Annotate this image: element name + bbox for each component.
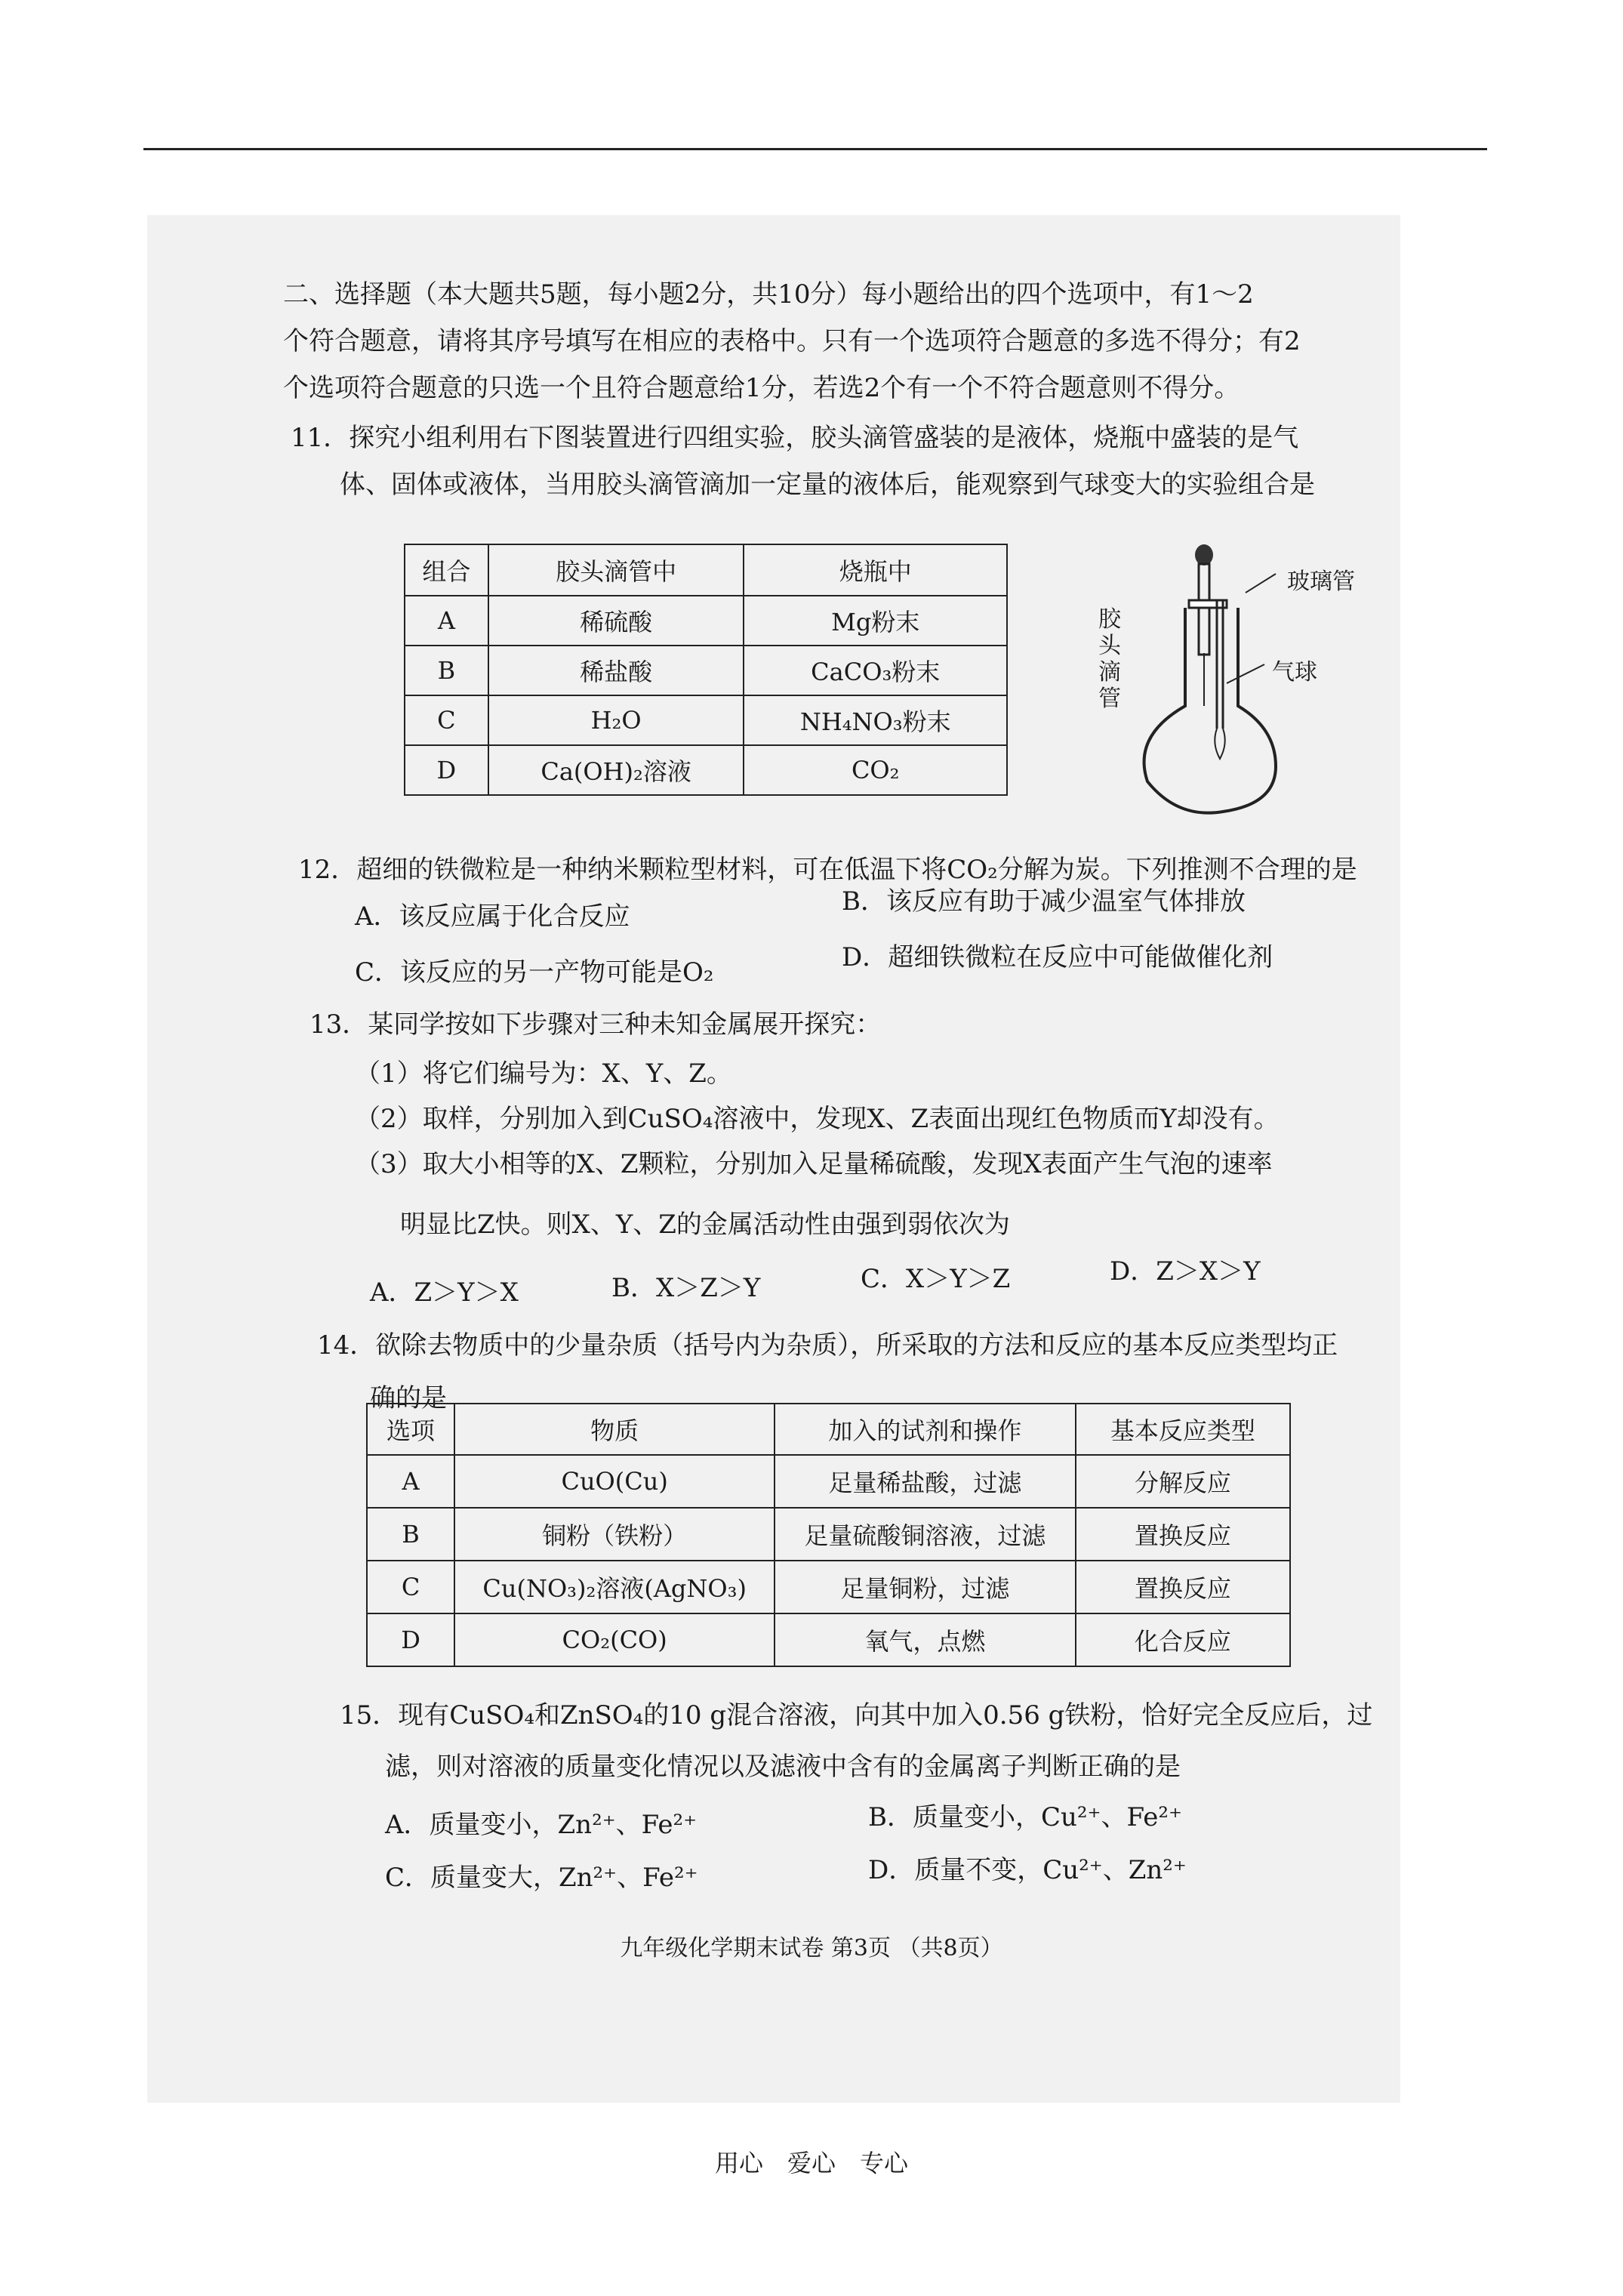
q14-table — [366, 1403, 1291, 1667]
table-row — [405, 596, 1007, 646]
q15-option-c: C．质量变大，Zn²⁺、Fe²⁺ — [385, 1863, 698, 1893]
q11-table — [404, 544, 1008, 796]
glass-tube-label: 玻璃管 — [1287, 569, 1355, 595]
q12-option-a: A．该反应属于化合反应 — [355, 901, 630, 932]
section-header-line-1: 二、选择题（本大题共5题，每小题2分，共10分）每小题给出的四个选项中，有1～2 — [283, 279, 1254, 310]
q15-option-d: D．质量不变，Cu²⁺、Zn²⁺ — [868, 1855, 1187, 1885]
q13-option-c: C．X＞Y＞Z — [861, 1264, 1011, 1294]
q13-option-b: B．X＞Z＞Y — [611, 1273, 761, 1303]
top-rule — [143, 148, 1487, 150]
q11-cell: Mg粉末 — [744, 596, 1007, 646]
q11-cell: C — [405, 695, 488, 745]
q15-stem-line-1: 15．现有CuSO₄和ZnSO₄的10 g混合溶液，向其中加入0.56 g铁粉，恰好完全反应后，过 — [340, 1700, 1373, 1730]
q14-header-type: 基本反应类型 — [1076, 1404, 1290, 1455]
q11-cell: NH₄NO₃粉末 — [744, 695, 1007, 745]
table-row — [405, 695, 1007, 745]
q11-cell: B — [405, 646, 488, 695]
balloon-label: 气球 — [1272, 659, 1317, 686]
q14-header-reagent: 加入的试剂和操作 — [775, 1404, 1075, 1455]
dropper-label-3: 滴 — [1098, 659, 1121, 686]
table-row — [367, 1561, 1290, 1613]
q14-cell: 足量硫酸铜溶液，过滤 — [775, 1508, 1075, 1561]
q14-stem-line-2: 确的是 — [370, 1383, 447, 1413]
q13-step-1: （1）将它们编号为：X、Y、Z。 — [355, 1059, 732, 1089]
q11-cell: CO₂ — [744, 745, 1007, 795]
q11-cell: H₂O — [488, 695, 744, 745]
q14-cell: B — [367, 1508, 454, 1561]
table-row — [367, 1455, 1290, 1508]
q11-cell: A — [405, 596, 488, 646]
q11-header-flask: 烧瓶中 — [744, 544, 1007, 596]
table-row — [367, 1508, 1290, 1561]
dropper-label-2: 头 — [1098, 633, 1121, 659]
q14-cell: 铜粉（铁粉） — [454, 1508, 775, 1561]
q14-header-option: 选项 — [367, 1404, 454, 1455]
q14-cell: 氧气，点燃 — [775, 1613, 1075, 1666]
q11-header-dropper: 胶头滴管中 — [488, 544, 744, 596]
q13-step-3a: （3）取大小相等的X、Z颗粒，分别加入足量稀硫酸，发现X表面产生气泡的速率 — [355, 1149, 1273, 1179]
q14-cell: CuO(Cu) — [454, 1455, 775, 1508]
q14-stem-line-1: 14．欲除去物质中的少量杂质（括号内为杂质），所采取的方法和反应的基本反应类型均正 — [317, 1330, 1338, 1361]
q14-cell: A — [367, 1455, 454, 1508]
q15-option-b: B．质量变小，Cu²⁺、Fe²⁺ — [868, 1802, 1182, 1832]
q11-cell: D — [405, 745, 488, 795]
q14-cell: 分解反应 — [1076, 1455, 1290, 1508]
q14-cell: D — [367, 1613, 454, 1666]
table-row — [405, 745, 1007, 795]
q12-stem: 12．超细的铁微粒是一种纳米颗粒型材料，可在低温下将CO₂分解为炭。下列推测不合理的是 — [298, 855, 1357, 885]
table-row — [405, 646, 1007, 695]
q14-cell: 置换反应 — [1076, 1561, 1290, 1613]
q14-cell: 足量铜粉，过滤 — [775, 1561, 1075, 1613]
q14-cell: 化合反应 — [1076, 1613, 1290, 1666]
q11-cell: CaCO₃粉末 — [744, 646, 1007, 695]
page-footer: 九年级化学期末试卷 第3页 （共8页） — [620, 1935, 1003, 1962]
q14-cell: 置换反应 — [1076, 1508, 1290, 1561]
q14-cell: C — [367, 1561, 454, 1613]
q11-stem-line-2: 体、固体或液体，当用胶头滴管滴加一定量的液体后，能观察到气球变大的实验组合是 — [340, 470, 1315, 500]
q15-stem-line-2: 滤，则对溶液的质量变化情况以及滤液中含有的金属离子判断正确的是 — [385, 1752, 1181, 1782]
q13-step-3b: 明显比Z快。则X、Y、Z的金属活动性由强到弱依次为 — [400, 1210, 1010, 1240]
q11-cell: 稀盐酸 — [488, 646, 744, 695]
section-header-line-3: 个选项符合题意的只选一个且符合题意给1分，若选2个有一个不符合题意则不得分。 — [283, 373, 1240, 403]
q12-option-d: D．超细铁微粒在反应中可能做催化剂 — [842, 942, 1273, 972]
section-header-line-2: 个符合题意，请将其序号填写在相应的表格中。只有一个选项符合题意的多选不得分；有2 — [283, 326, 1301, 356]
q11-header-group: 组合 — [405, 544, 488, 596]
q14-cell: Cu(NO₃)₂溶液(AgNO₃) — [454, 1561, 775, 1613]
q14-header-substance: 物质 — [454, 1404, 775, 1455]
dropper-label-1: 胶 — [1098, 606, 1121, 633]
q11-cell: Ca(OH)₂溶液 — [488, 745, 744, 795]
q12-option-b: B．该反应有助于减少温室气体排放 — [842, 886, 1246, 917]
table-row — [367, 1613, 1290, 1666]
dropper-label-4: 管 — [1098, 686, 1121, 712]
q11-cell: 稀硫酸 — [488, 596, 744, 646]
apparatus-diagram — [1072, 540, 1389, 827]
q11-stem-line-1: 11．探究小组利用右下图装置进行四组实验，胶头滴管盛装的是液体，烧瓶中盛装的是气 — [291, 423, 1299, 453]
q14-cell: CO₂(CO) — [454, 1613, 775, 1666]
q15-option-a: A．质量变小，Zn²⁺、Fe²⁺ — [385, 1810, 698, 1840]
q13-option-d: D．Z＞X＞Y — [1110, 1256, 1261, 1287]
q13-stem: 13．某同学按如下步骤对三种未知金属展开探究： — [310, 1009, 882, 1040]
q13-step-2: （2）取样，分别加入到CuSO₄溶液中，发现X、Z表面出现红色物质而Y却没有。 — [355, 1104, 1280, 1134]
q12-option-c: C．该反应的另一产物可能是O₂ — [355, 957, 714, 988]
bottom-motto: 用心 爱心 专心 — [714, 2149, 908, 2177]
q14-cell: 足量稀盐酸，过滤 — [775, 1455, 1075, 1508]
q13-option-a: A．Z＞Y＞X — [370, 1277, 519, 1308]
